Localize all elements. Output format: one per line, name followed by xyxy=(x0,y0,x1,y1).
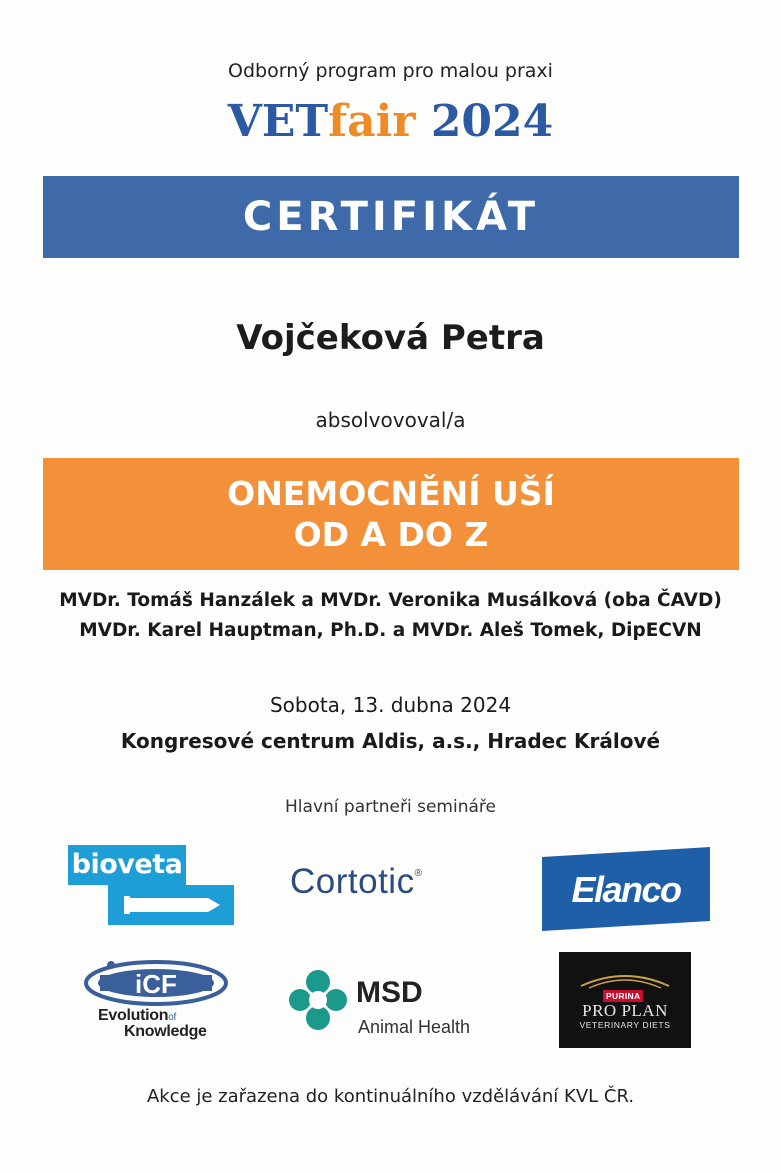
icf-evolution: Evolutionof xyxy=(98,1007,176,1024)
icf-logo xyxy=(84,957,234,1047)
roof-arc-icon xyxy=(559,952,691,992)
recipient-name: Vojčeková Petra xyxy=(236,318,545,358)
proplan-wordmark: PRO PLAN xyxy=(582,1001,668,1020)
registered-icon: ® xyxy=(414,868,423,879)
msd-logo xyxy=(288,962,488,1042)
vetfair-logo xyxy=(0,96,781,147)
completed-text: absolvovoval/a xyxy=(315,408,466,432)
event-venue: Kongresové centrum Aldis, a.s., Hradec Králové xyxy=(120,729,661,753)
msd-subtitle: Animal Health xyxy=(358,1017,471,1037)
program-subtitle: Odborný program pro malou praxi xyxy=(228,60,553,82)
elanco-wordmark: Elanco xyxy=(571,869,681,910)
footer-note: Akce je zařazena do kontinuálního vzdělávání KVL ČR. xyxy=(146,1086,635,1107)
lecturers xyxy=(0,586,781,646)
veterinary-diets: VETERINARY DIETS xyxy=(579,1020,671,1030)
icf-of: of xyxy=(168,1012,176,1023)
brand-vet: VET xyxy=(227,96,329,147)
purina-badge: PURINA xyxy=(603,990,643,1002)
brand-fair: fair xyxy=(328,96,416,147)
event-date: Sobota, 13. dubna 2024 xyxy=(269,693,512,717)
svg-text:iCF: iCF xyxy=(135,969,177,999)
event-details xyxy=(0,687,781,759)
partners-title: Hlavní partneři semináře xyxy=(285,797,496,817)
certificate-banner xyxy=(43,176,739,258)
bioveta-wordmark: bioveta xyxy=(68,845,186,885)
brand-year: 2024 xyxy=(430,96,554,147)
lecturer-line: MVDr. Tomáš Hanzálek a MVDr. Veronika Musálková (oba ČAVD) xyxy=(59,590,722,611)
icf-knowledge: Knowledge xyxy=(124,1023,207,1040)
ampoule-icon xyxy=(68,845,234,925)
course-title-line1: ONEMOCNĚNÍ UŠÍ xyxy=(227,474,555,513)
course-banner xyxy=(43,458,739,570)
msd-wordmark: MSD xyxy=(356,976,423,1009)
elanco-logo xyxy=(538,845,714,931)
bioveta-logo xyxy=(68,845,234,925)
icf-oval-icon xyxy=(84,957,234,1007)
msd-emblem-icon xyxy=(288,970,348,1030)
cortotic-logo xyxy=(290,862,490,912)
course-title-line2: OD A DO Z xyxy=(293,515,489,554)
certificate-title: CERTIFIKÁT xyxy=(242,194,540,240)
cortotic-wordmark: Cortotic xyxy=(290,862,415,901)
purina-proplan-logo xyxy=(559,952,691,1048)
lecturer-line: MVDr. Karel Hauptman, Ph.D. a MVDr. Aleš Tomek, DipECVN xyxy=(79,620,702,641)
